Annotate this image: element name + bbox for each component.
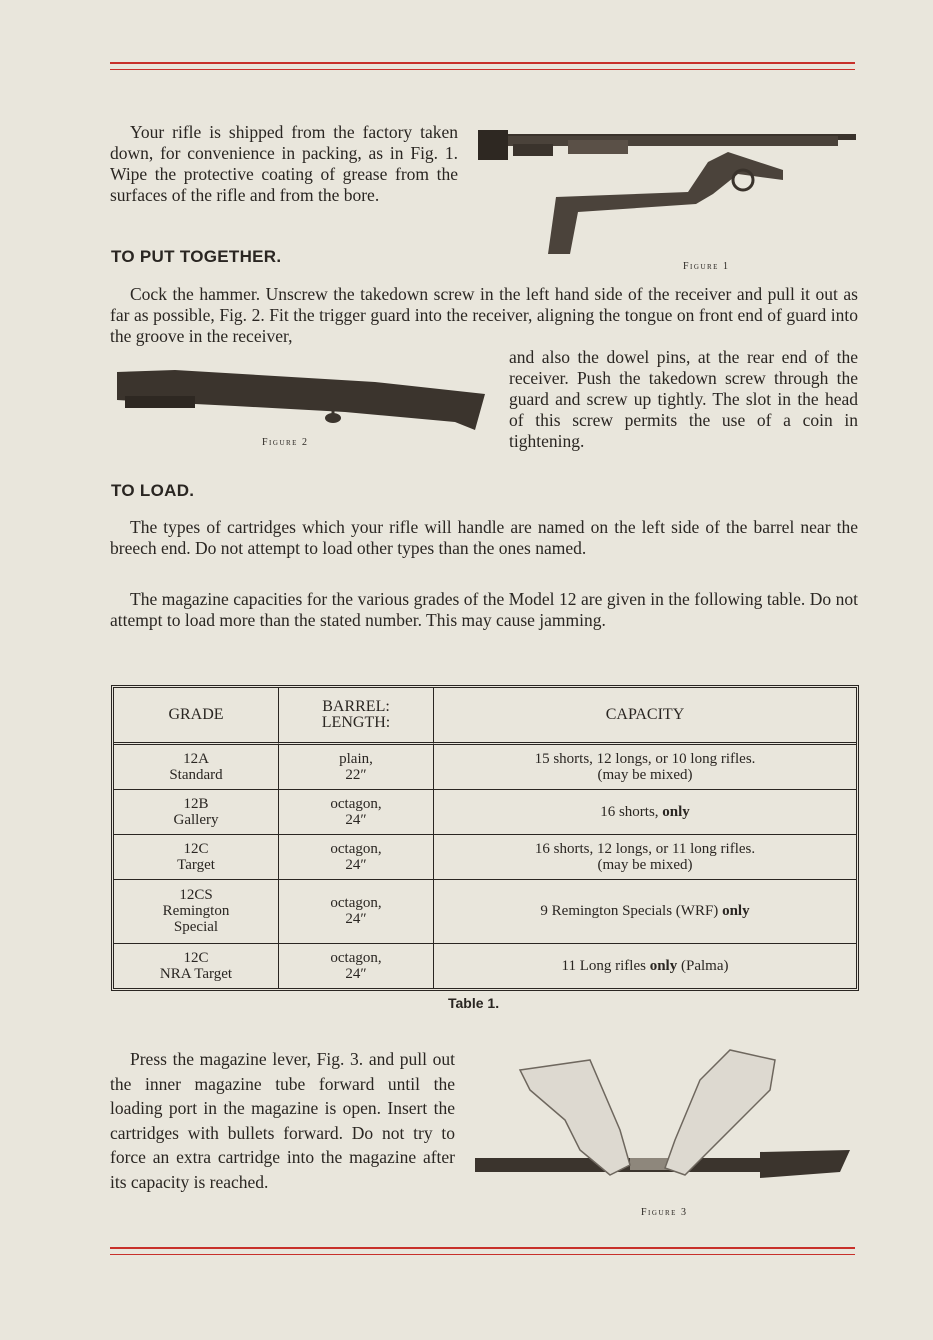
put-together-paragraph-top: Cock the hammer. Unscrew the takedown screw in the left hand side of the receiver and pull it out as far as possible, Fig. 2. Fit the trigger guard into the receiver, aligning the tongue on front end of guard into the groove in the receiver,: [110, 284, 858, 346]
barrel-length-header: BARREL: LENGTH:: [279, 688, 434, 745]
table-row: [114, 879, 856, 943]
capacity-cell: 16 shorts, only: [434, 789, 856, 834]
table-row: [114, 745, 856, 789]
table-row: [114, 943, 856, 988]
magazine-paragraph: Press the magazine lever, Fig. 3. and pull out the inner magazine tube forward until the loading port in the magazine is open. Insert the cartridges with bullets forward. Do not try to force an extra cartridge into the magazine after its capacity is reached.: [110, 1049, 455, 1192]
barrel-cell: plain, 22″: [279, 745, 434, 789]
grade-cell: 12B Gallery: [114, 789, 279, 834]
put-together-heading: TO PUT TOGETHER.: [111, 247, 282, 266]
capacity-cell: 9 Remington Specials (WRF) only: [434, 879, 856, 943]
capacity-cell: 11 Long rifles only (Palma): [434, 943, 856, 988]
table-row: [114, 789, 856, 834]
top-rule: [110, 62, 855, 70]
grade-header: GRADE: [114, 688, 279, 745]
figure-2-caption: Figure 2: [262, 437, 309, 448]
grade-cell: 12A Standard: [114, 745, 279, 789]
figure-2-receiver-image: [115, 362, 493, 437]
load-paragraph-1: The types of cartridges which your rifle will handle are named on the left side of the barrel near the breech end. Do not attempt to load other types than the ones named.: [110, 517, 858, 558]
barrel-cell: octagon, 24″: [279, 789, 434, 834]
grade-cell: 12C Target: [114, 834, 279, 879]
capacity-header: CAPACITY: [434, 688, 856, 745]
load-heading: TO LOAD.: [111, 481, 195, 500]
load-paragraph-2: The magazine capacities for the various grades of the Model 12 are given in the following table. Do not attempt to load more than the stated number. This may cause jamming.: [110, 589, 858, 630]
table-caption: Table 1.: [448, 995, 500, 1011]
figure-3-hands-magazine-image: [470, 1040, 855, 1200]
grade-cell: 12C NRA Target: [114, 943, 279, 988]
magazine-capacity-table: [111, 685, 859, 991]
figure-1-caption: Figure 1: [683, 261, 730, 272]
table-row: [114, 834, 856, 879]
capacity-cell: 15 shorts, 12 longs, or 10 long rifles. (may be mixed): [534, 750, 756, 783]
bottom-rule: [110, 1247, 855, 1255]
barrel-cell: octagon, 24″: [279, 943, 434, 988]
figure-1-rifle-takedown-image: [478, 122, 858, 257]
barrel-cell: octagon, 24″: [279, 834, 434, 879]
capacity-cell: 16 shorts, 12 longs, or 11 long rifles. (may be mixed): [434, 834, 856, 879]
barrel-cell: octagon, 24″: [279, 879, 434, 943]
intro-paragraph: Your rifle is shipped from the factory taken down, for convenience in packing, as in Fig. 1. Wipe the protective coating of grease from the surfaces of the rifle and from the bore.: [110, 122, 458, 205]
grade-cell: 12CS Remington Special: [114, 879, 279, 943]
figure-3-caption: Figure 3: [641, 1207, 688, 1218]
table-header-row: [114, 688, 856, 745]
put-together-paragraph-side: and also the dowel pins, at the rear end of the receiver. Push the takedown screw through the guard and screw up tightly. The slot in the head of this screw permits the use of a coin in tightening.: [509, 347, 858, 451]
